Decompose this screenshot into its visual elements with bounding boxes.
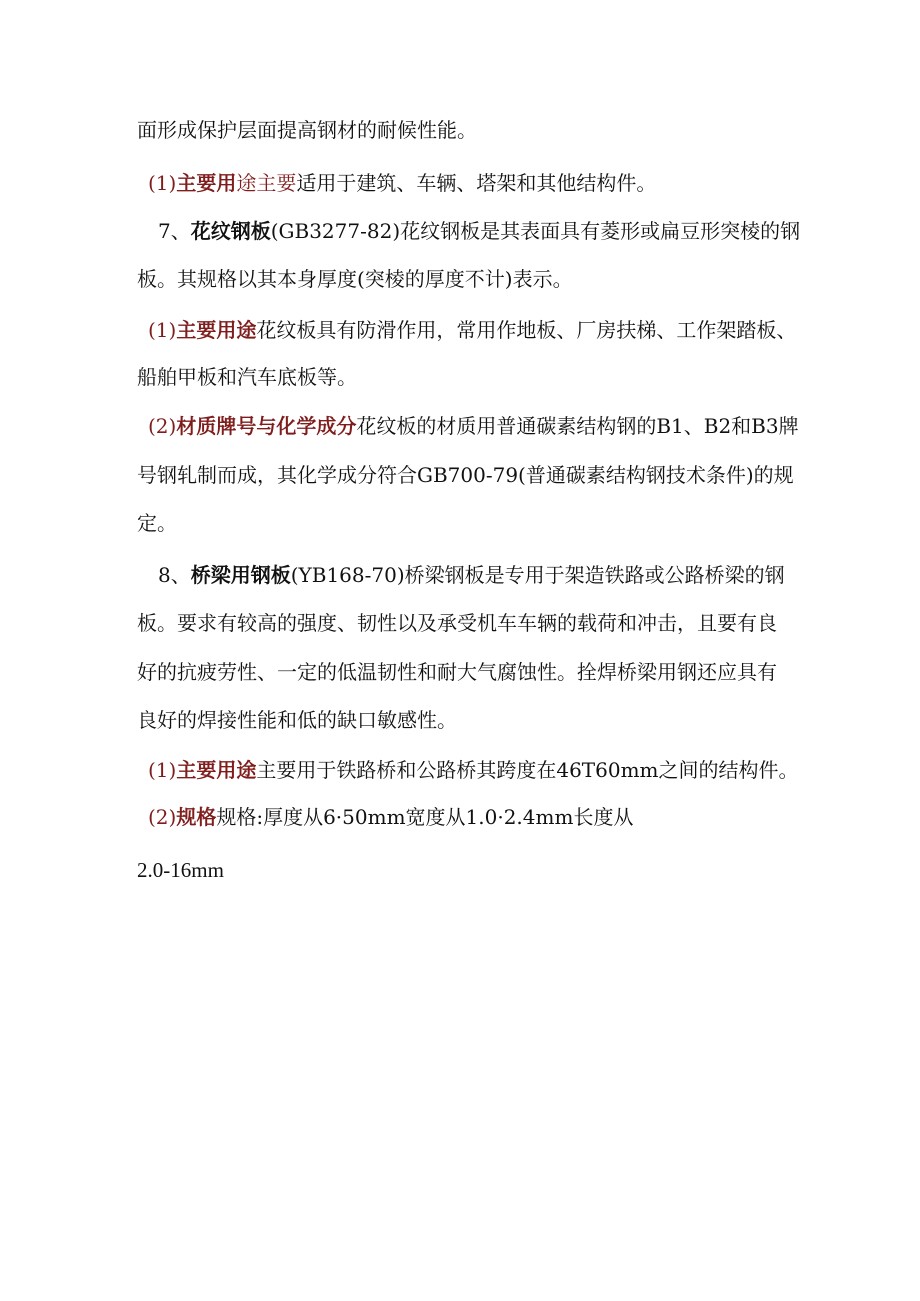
- paragraph-tail: 2.0-16mm: [137, 858, 224, 882]
- line-text: 花纹板的材质用普通碳素结构钢的B1、B2和B3牌: [356, 414, 799, 438]
- paragraph-line-continuation: [137, 120, 797, 140]
- line-text: 船舶甲板和汽车底板等。: [137, 365, 357, 389]
- line-text: 适用于建筑、车辆、塔架和其他结构件。: [296, 171, 657, 195]
- line-text: 面形成保护层面提高钢材的耐候性能。: [137, 118, 477, 142]
- paragraph-line-main-use-2: [148, 320, 808, 340]
- line-text: 号钢轧制而成，其化学成分符合GB700-79(普通碳素结构钢技术条件)的规: [137, 463, 794, 487]
- item-number: (1): [148, 318, 177, 342]
- item-label: 材质牌号与化学成分: [176, 414, 357, 438]
- line-text: 良好的焊接性能和低的缺口敏感性。: [137, 708, 457, 732]
- paragraph-line-spec: [148, 807, 808, 827]
- line-text: 规格:厚度从6·50mm宽度从1.0·2.4mm长度从: [216, 805, 634, 829]
- line-text: 花纹板具有防滑作用，常用作地板、厂房扶梯、工作架踏板、: [256, 318, 797, 342]
- item-label: 主要用: [176, 171, 237, 195]
- line-text: 好的抗疲劳性、一定的低温韧性和耐大气腐蚀性。拴焊桥梁用钢还应具有: [137, 660, 777, 684]
- section-heading-8: [158, 565, 818, 585]
- item-number: (2): [148, 805, 177, 829]
- paragraph-line-main-use-1: [148, 173, 808, 193]
- item-number: (1): [148, 758, 177, 782]
- paragraph-line: [137, 367, 797, 387]
- section-heading-7: [158, 221, 818, 241]
- item-number: (2): [148, 414, 177, 438]
- item-label: 主要用途: [176, 758, 257, 782]
- paragraph-line: [137, 613, 797, 633]
- paragraph-line-main-use-3: [148, 760, 808, 780]
- line-text: 板。要求有较高的强度、韧性以及承受机车车辆的载荷和冲击，且要有良: [137, 611, 777, 635]
- section-number: 8、: [158, 563, 191, 587]
- paragraph-line-material: [148, 416, 808, 436]
- line-text: (GB3277-82)花纹钢板是其表面具有菱形或扁豆形突棱的钢: [270, 219, 801, 243]
- item-label-rest: 途主要: [236, 171, 297, 195]
- item-number: (1): [148, 171, 177, 195]
- paragraph-line: [137, 269, 797, 289]
- section-title: 桥梁用钢板: [190, 563, 291, 587]
- line-text: 主要用于铁路桥和公路桥其跨度在46T60mm之间的结构件。: [256, 758, 799, 782]
- paragraph-line: [137, 465, 797, 485]
- item-label: 规格: [176, 805, 217, 829]
- paragraph-line: [137, 513, 797, 533]
- section-number: 7、: [158, 219, 191, 243]
- line-text: 定。: [137, 511, 177, 535]
- line-text: (YB168-70)桥梁钢板是专用于架造铁路或公路桥梁的钢: [290, 563, 785, 587]
- line-text: 板。其规格以其本身厚度(突棱的厚度不计)表示。: [137, 267, 573, 291]
- item-label: 主要用途: [176, 318, 257, 342]
- paragraph-line: [137, 710, 797, 730]
- paragraph-line: [137, 662, 797, 682]
- section-title: 花纹钢板: [190, 219, 271, 243]
